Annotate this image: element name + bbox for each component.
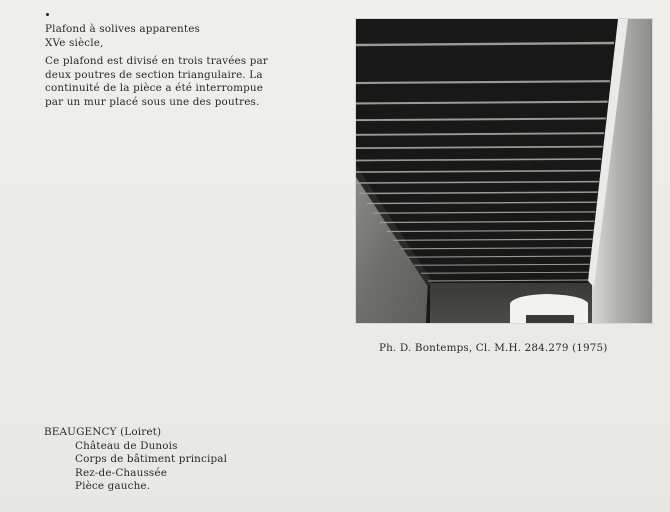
location-town: BEAUGENCY (Loiret) [44,426,162,438]
caption-description [45,55,268,109]
location-line: Corps de bâtiment principal [75,453,228,466]
bullet-mark [46,13,49,16]
ceiling-photo-image [356,19,652,323]
ceiling-photograph [355,18,653,324]
caption-header [45,23,200,50]
description-line: continuité de la pièce a été interrompue [45,82,264,95]
location-line: Pièce gauche. [75,480,151,493]
caption-period: XVe siècle, [45,36,104,49]
description-line: par un mur placé sous une des poutres. [45,95,260,108]
door-lintel [526,315,574,323]
description-line: Ce plafond est divisé en trois travées par [45,55,268,67]
location-line: Rez-de-Chaussée [75,466,168,479]
location-block [44,426,227,494]
caption-title: Plafond à solives apparentes [45,23,201,35]
location-line: Château de Dunois [75,439,178,452]
photo-credit: Ph. D. Bontemps, Cl. M.H. 284.279 (1975) [379,342,608,354]
description-line: deux poutres de section triangulaire. La [45,68,263,81]
